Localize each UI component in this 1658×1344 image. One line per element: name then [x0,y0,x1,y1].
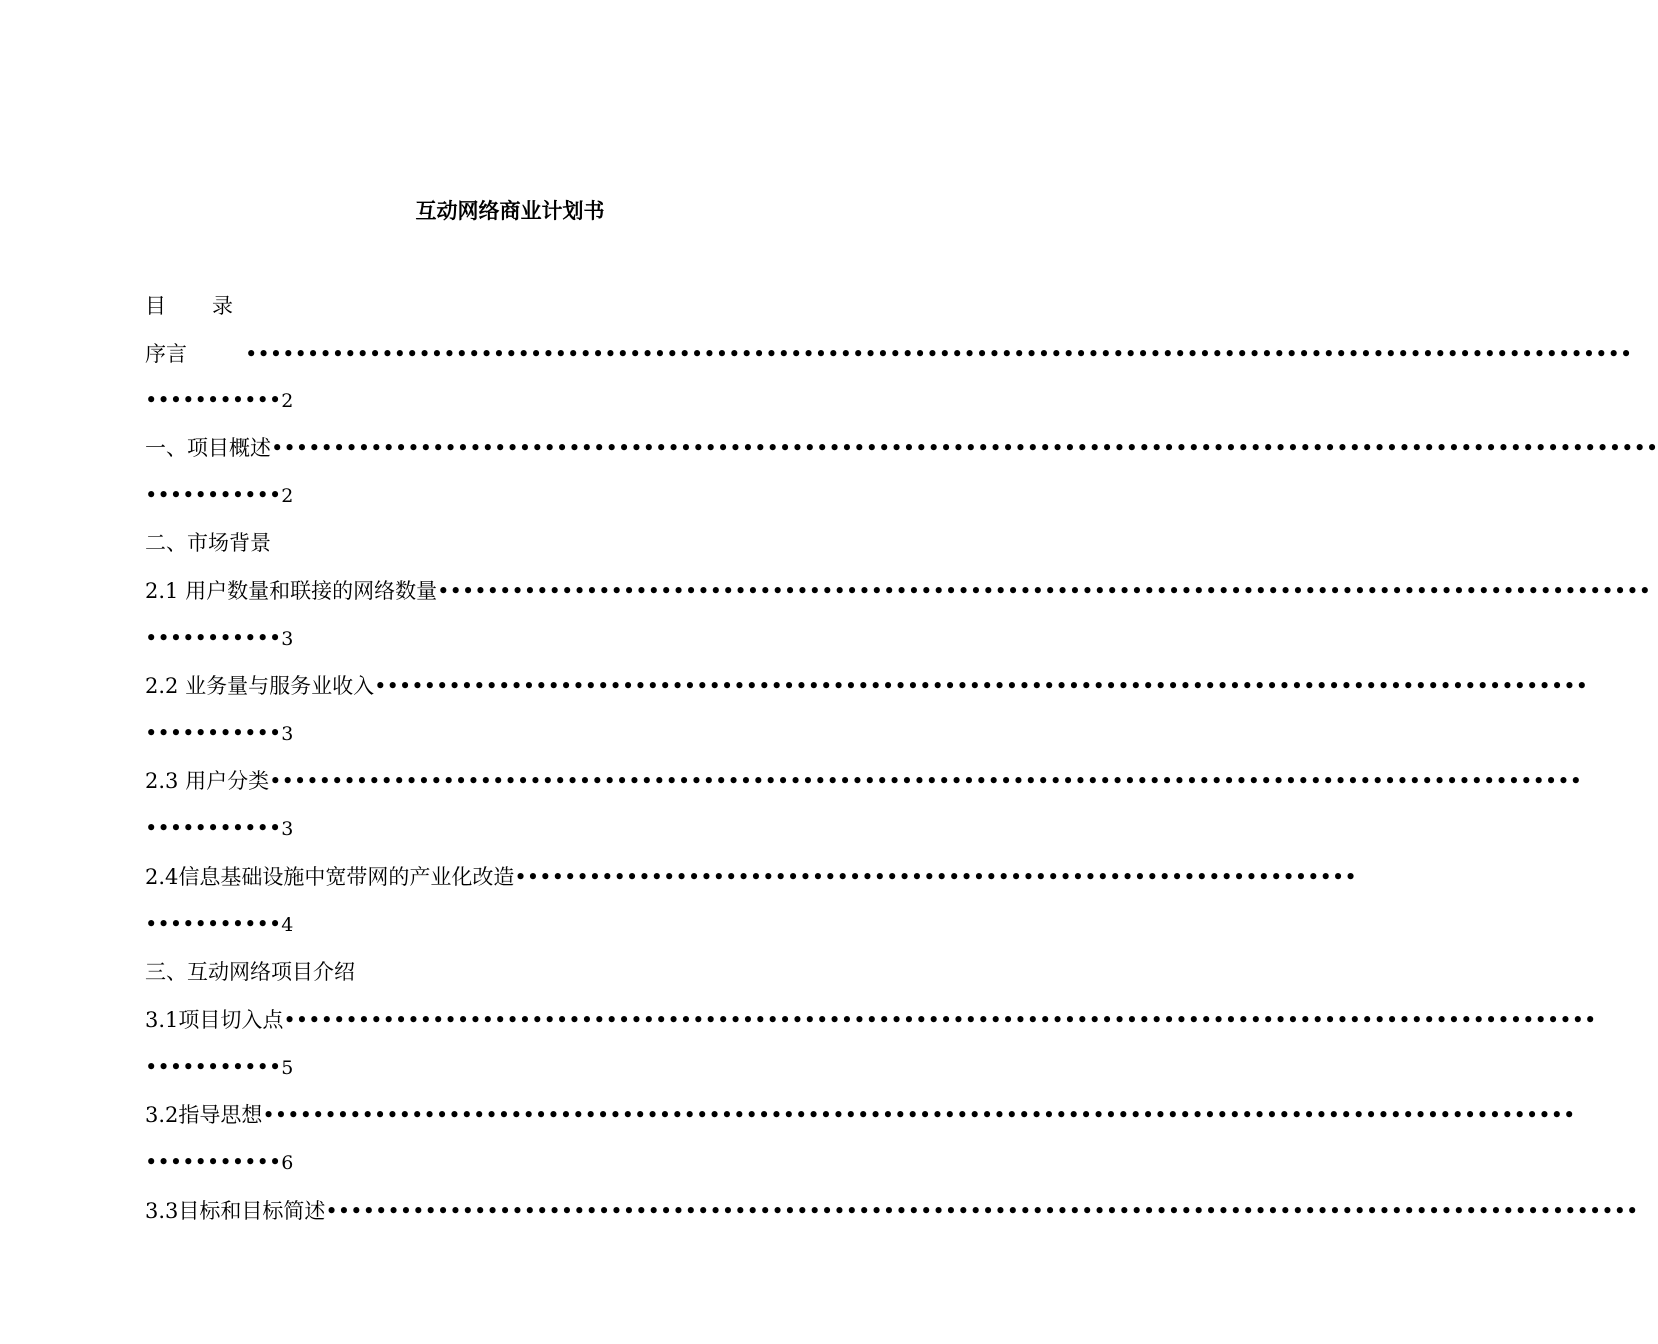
toc-dot-leader: •••••••••••••••••••••••••••••••••••••••••••••••••••••••••••••••••••••••••••••••••••••••••••••••••••••••••••••••• [245,342,1633,366]
toc-section-label: 二、市场背景 [145,531,271,555]
toc-heading-right: 录 [212,294,233,318]
toc-section-market [145,529,271,557]
toc-entry-3-1 [145,1006,1597,1034]
toc-entry-label: 序言 [145,342,187,366]
toc-entry-label: 2.3 用户分类 [145,769,270,793]
toc-entry-2-3-page [145,814,293,842]
toc-dot-leader: •••••••••••••••••••••••••••••••••••••••••••••••••••••••••••••••••••••••••••••••••••••••••••••••••• [374,674,1588,698]
toc-entry-2-1-page [145,624,293,652]
toc-entry-label: 2.2 业务量与服务业收入 [145,674,375,698]
toc-dot-leader: •••••••••••••••••••••••••••••••••••••••••••••••••••••••••••••••••••••••••••••••••••••••••••••••••••••••••• [262,1103,1576,1127]
toc-dot-leader: ••••••••••• [145,1055,282,1079]
toc-dot-leader: •••••••••••••••••••••••••••••••••••••••••••••••••••••••••••••••••••••••••••••••••••••••••••••••••• [437,579,1651,603]
toc-entry-page: 2 [281,390,294,412]
toc-entry-page: 3 [281,628,294,650]
toc-entry-2-4-page [145,910,293,938]
toc-entry-overview [145,434,1658,462]
toc-entry-label: 3.3目标和目标简述 [145,1199,326,1223]
toc-dot-leader: ••••••••••• [145,721,282,745]
toc-dot-leader: ••••••••••• [145,626,282,650]
toc-dot-leader: ••••••••••• [145,912,282,936]
toc-entry-label: 2.4信息基础设施中宽带网的产业化改造 [145,865,515,889]
toc-entry-page: 3 [281,723,294,745]
toc-entry-page: 5 [281,1057,294,1079]
toc-dot-leader: •••••••••••••••••••••••••••••••••••••••••••••••••••••••••••••••••••••••••••••••••••••••••••••••••••••••••• [269,769,1583,793]
toc-dot-leader: •••••••••••••••••••••••••••••••••••••••••••••••••••••••••••••••••••••••••••••••••••••••••••••••••••••••••••••••• [271,436,1658,460]
toc-entry-label: 2.1 用户数量和联接的网络数量 [145,579,438,603]
toc-entry-3-1-page [145,1053,293,1081]
toc-entry-page: 6 [281,1152,294,1174]
toc-dot-leader: ••••••••••• [145,388,282,412]
toc-entry-preface-page [145,386,293,414]
toc-entry-2-3 [145,767,1583,795]
toc-section-project-intro [145,958,355,986]
toc-entry-2-2 [145,672,1588,700]
toc-dot-leader: ••••••••••• [145,1150,282,1174]
toc-dot-leader: •••••••••••••••••••••••••••••••••••••••••••••••••••••••••••••••••••• [514,865,1357,889]
toc-entry-page: 2 [281,485,294,507]
toc-dot-leader: •••••••••••••••••••••••••••••••••••••••••••••••••••••••••••••••••••••••••••••••••••••••••••••••••••••••••• [325,1199,1639,1223]
toc-entry-page: 4 [281,914,294,936]
toc-entry-overview-page [145,481,293,509]
document-title: 互动网络商业计划书 [415,199,605,223]
toc-entry-2-4 [145,863,1357,891]
toc-entry-label: 一、项目概述 [145,436,271,460]
toc-heading [145,292,233,320]
toc-entry-3-3 [145,1197,1639,1225]
toc-entry-preface [145,340,1632,368]
toc-entry-label: 3.1项目切入点 [145,1008,284,1032]
toc-entry-page: 3 [281,818,294,840]
toc-dot-leader: ••••••••••• [145,483,282,507]
toc-dot-leader: •••••••••••••••••••••••••••••••••••••••••••••••••••••••••••••••••••••••••••••••••••••••••••••••••••••••••• [283,1008,1597,1032]
toc-entry-label: 3.2指导思想 [145,1103,263,1127]
toc-entry-2-2-page [145,719,293,747]
toc-entry-3-2-page [145,1148,293,1176]
toc-entry-3-2 [145,1101,1576,1129]
toc-entry-2-1 [145,577,1651,605]
toc-heading-left: 目 [145,294,166,318]
toc-section-label: 三、互动网络项目介绍 [145,960,355,984]
toc-dot-leader: ••••••••••• [145,816,282,840]
